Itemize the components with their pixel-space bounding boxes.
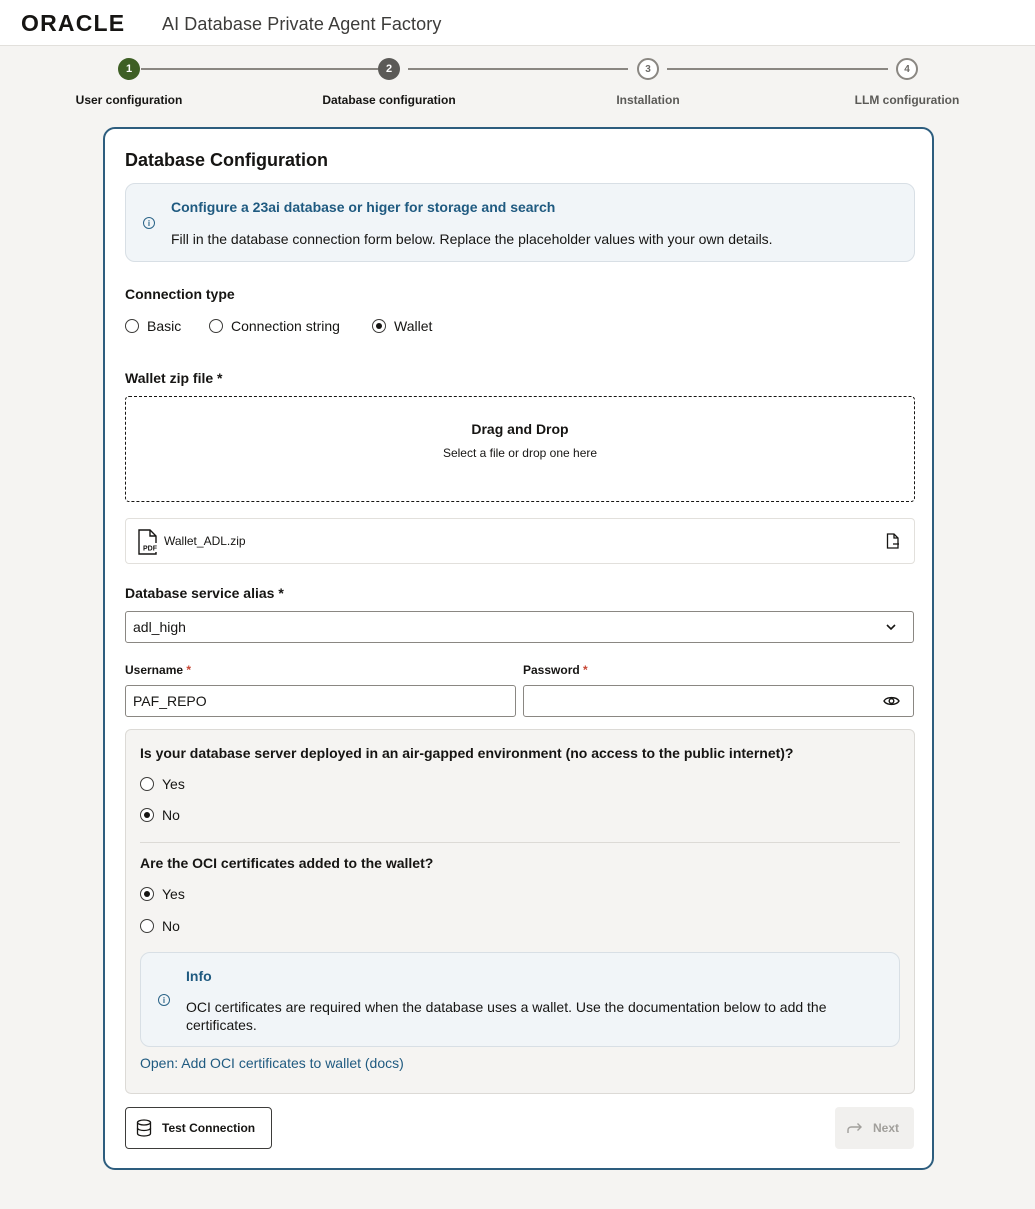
banner-title: Configure a 23ai database or higer for storage and search: [171, 199, 556, 215]
step-3-indicator: 3: [637, 58, 659, 80]
info-box: [140, 952, 900, 1047]
app-title: AI Database Private Agent Factory: [162, 14, 442, 34]
svg-text:PDF: PDF: [143, 545, 157, 553]
step-1-indicator[interactable]: 1: [118, 58, 140, 80]
password-input[interactable]: [523, 685, 914, 717]
test-connection-label: Test Connection: [162, 1121, 256, 1135]
service-alias-label-text: Database service alias: [125, 585, 275, 601]
service-alias-label: [125, 585, 284, 601]
radio-circle: [209, 319, 223, 333]
info-icon: i: [143, 217, 155, 229]
radio-circle-selected: [140, 808, 154, 822]
top-bar: [0, 0, 1035, 46]
step-4-indicator: 4: [896, 58, 918, 80]
oci-certs-no-radio[interactable]: [140, 918, 180, 934]
info-banner: [125, 183, 915, 262]
uploaded-file-row: [125, 518, 915, 564]
radio-circle-selected: [140, 887, 154, 901]
service-alias-select[interactable]: [125, 611, 914, 643]
file-icon: [137, 529, 159, 555]
username-input[interactable]: [125, 685, 516, 717]
svg-text:ORACLE: ORACLE: [21, 12, 126, 34]
oci-docs-link[interactable]: Open: Add OCI certificates to wallet (docs): [140, 1055, 404, 1071]
test-connection-button[interactable]: [125, 1107, 272, 1149]
radio-circle: [140, 777, 154, 791]
banner-text: Fill in the database connection form below. Replace the placeholder values with your own details.: [171, 231, 773, 247]
database-icon: [136, 1119, 152, 1137]
username-label-text: Username: [125, 663, 184, 677]
wallet-zip-label-text: Wallet zip file: [125, 370, 214, 386]
radio-circle: [140, 919, 154, 933]
show-password-eye-icon[interactable]: [883, 695, 900, 707]
radio-circle-selected: [372, 319, 386, 333]
connection-type-connection-string-radio[interactable]: [209, 318, 340, 334]
wallet-dropzone[interactable]: [125, 396, 915, 502]
form-title: Database Configuration: [125, 150, 329, 170]
radio-label: Connection string: [231, 318, 340, 334]
step-connector: [408, 68, 628, 70]
required-mark: *: [278, 585, 284, 601]
step-1-label[interactable]: User configuration: [75, 93, 183, 107]
radio-label: Basic: [147, 318, 182, 334]
step-connector: [141, 68, 378, 70]
required-mark: *: [217, 370, 223, 386]
info-text: OCI certificates are required when the database uses a wallet. Use the documentation below to add the certificates.: [186, 999, 827, 1033]
service-alias-value: adl_high: [133, 619, 186, 635]
step-2-label[interactable]: Database configuration: [322, 93, 456, 107]
info-icon: i: [158, 994, 170, 1006]
dropzone-subtitle: Select a file or drop one here: [442, 446, 598, 460]
radio-label: No: [162, 918, 180, 934]
info-title: Info: [186, 968, 212, 984]
air-gapped-yes-radio[interactable]: [140, 776, 185, 792]
step-4-label: LLM configuration: [854, 93, 960, 107]
dropzone-title: Drag and Drop: [471, 421, 569, 437]
next-label: Next: [873, 1121, 900, 1135]
username-label: [125, 663, 191, 677]
step-connector: [667, 68, 888, 70]
remove-file-icon[interactable]: [886, 533, 900, 549]
divider: [140, 842, 900, 843]
file-name: Wallet_ADL.zip: [164, 534, 246, 548]
air-gapped-question: Is your database server deployed in an air-gapped environment (no access to the public internet)?: [140, 745, 794, 761]
wallet-options-panel: [125, 729, 915, 1094]
oci-certs-yes-radio[interactable]: [140, 886, 185, 902]
required-mark: *: [583, 663, 588, 677]
password-label-text: Password: [523, 663, 580, 677]
radio-label: Yes: [162, 886, 185, 902]
air-gapped-no-radio[interactable]: [140, 807, 180, 823]
password-label: [523, 663, 588, 677]
database-configuration-card: [103, 127, 934, 1170]
radio-label: No: [162, 807, 180, 823]
oracle-logo: [21, 12, 157, 34]
connection-type-basic-radio[interactable]: [125, 318, 181, 334]
next-button[interactable]: [835, 1107, 914, 1149]
connection-type-wallet-radio[interactable]: [372, 318, 432, 334]
step-2-indicator[interactable]: 2: [378, 58, 400, 80]
forward-arrow-icon: [847, 1122, 863, 1134]
chevron-down-icon: [885, 621, 897, 633]
radio-label: Yes: [162, 776, 185, 792]
connection-type-label: Connection type: [125, 286, 235, 302]
username-value: PAF_REPO: [133, 693, 207, 709]
oci-certs-question: Are the OCI certificates added to the wallet?: [140, 855, 434, 871]
radio-label: Wallet: [394, 318, 433, 334]
required-mark: *: [186, 663, 192, 677]
step-3-label: Installation: [616, 93, 680, 107]
wallet-zip-label: [125, 370, 223, 386]
radio-circle: [125, 319, 139, 333]
